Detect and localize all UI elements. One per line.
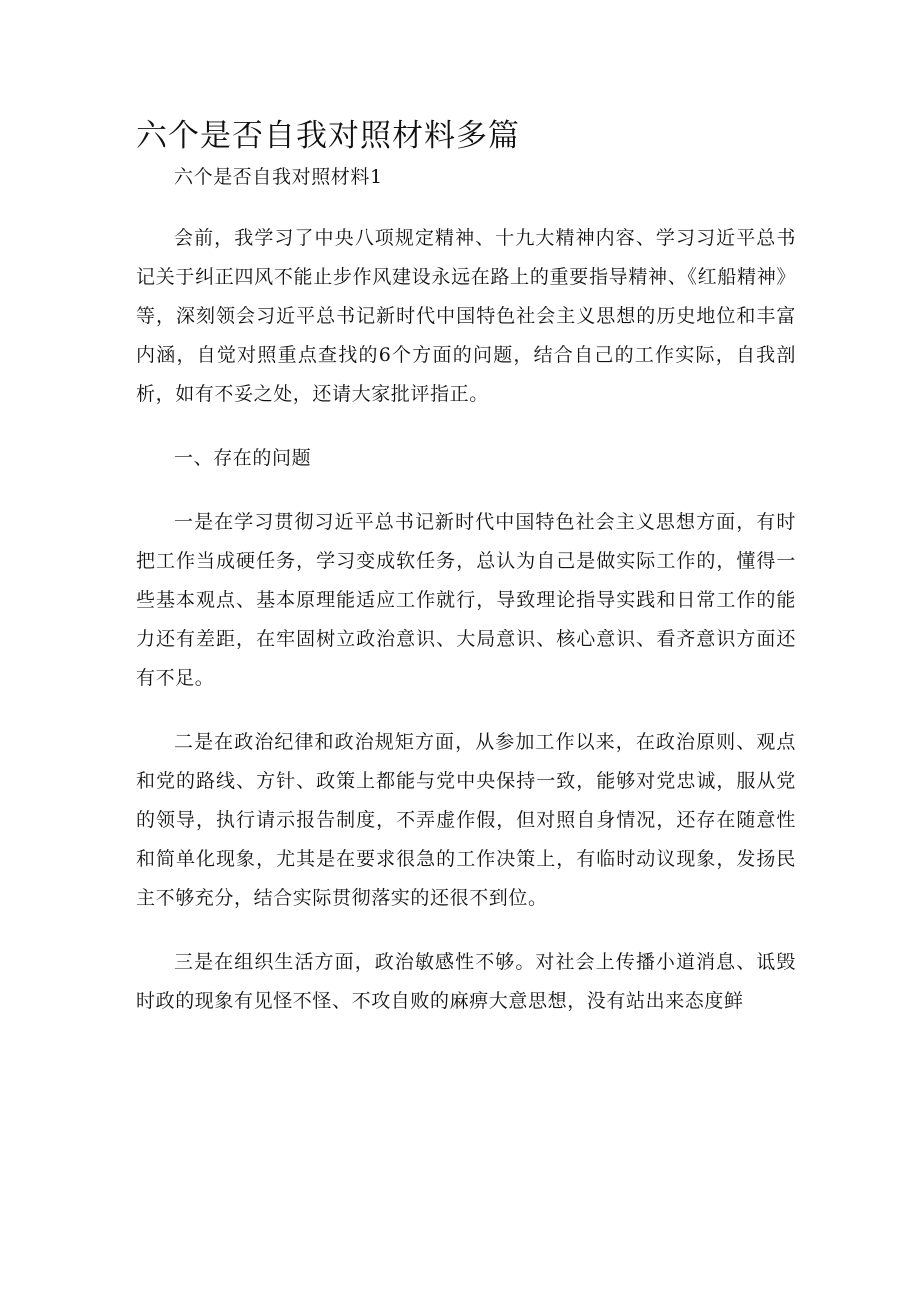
- section-subtitle: 六个是否自我对照材料1: [174, 166, 383, 188]
- section-heading-problems: 一、存在的问题: [174, 447, 312, 469]
- paragraph-point-three: 三是在组织生活方面，政治敏感性不够。对社会上传播小道消息、诋毁时政的现象有见怪不怪、不攻自败的麻痹大意思想，没有站出来态度鲜: [136, 951, 796, 1012]
- intro-paragraph: 会前，我学习了中央八项规定精神、十九大精神内容、学习习近平总书记关于纠正四风不能止步作风建设永远在路上的重要指导精神、《红船精神》等，深刻领会习近平总书记新时代中国特色社会主义思想的历史地位和丰富内涵，自觉对照重点查找的6个方面的问题，结合自己的工作实际，自我剖析，如有不妥之处，还请大家批评指正。: [136, 227, 796, 405]
- document-title: 六个是否自我对照材料多篇: [136, 118, 520, 154]
- document-body: [136, 158, 796, 1021]
- paragraph-point-two: 二是在政治纪律和政治规矩方面，从参加工作以来，在政治原则、观点和党的路线、方针、政策上都能与党中央保持一致，能够对党忠诚，服从党的领导，执行请示报告制度，不弄虚作假，但对照自身情况，还存在随意性和简单化现象，尤其是在要求很急的工作决策上，有临时动议现象，发扬民主不够充分，结合实际贯彻落实的还很不到位。: [136, 731, 796, 909]
- paragraph-point-one: 一是在学习贯彻习近平总书记新时代中国特色社会主义思想方面，有时把工作当成硬任务，学习变成软任务，总认为自己是做实际工作的，懂得一些基本观点、基本原理能适应工作就行，导致理论指导实践和日常工作的能力还有差距，在牢固树立政治意识、大局意识、核心意识、看齐意识方面还有不足。: [136, 511, 796, 689]
